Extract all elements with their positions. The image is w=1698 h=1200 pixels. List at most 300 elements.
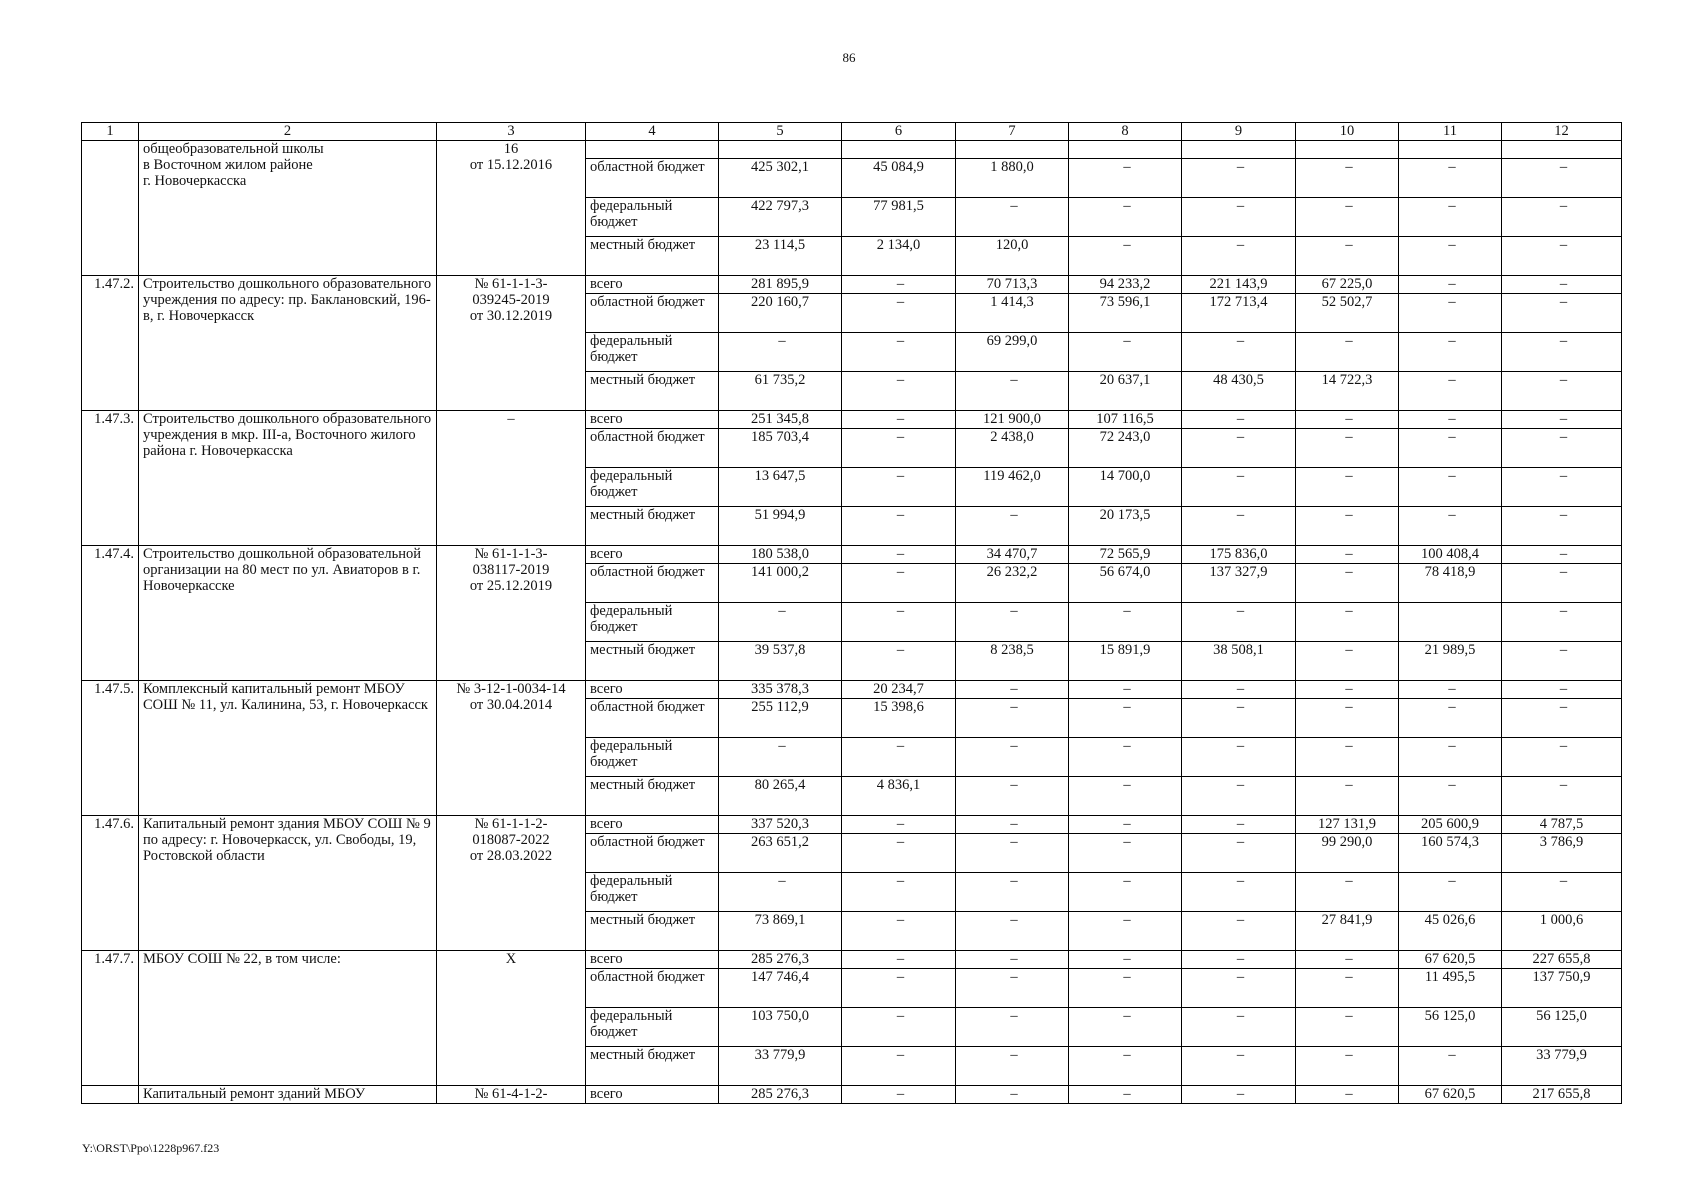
funding-source: всего <box>586 1086 719 1104</box>
item-name: Капитальный ремонт зданий МБОУ <box>139 1086 437 1104</box>
amount-col-6: – <box>842 564 956 603</box>
item-name: Строительство дошкольного образовательного учреждения по адресу: пр. Баклановский, 196-в, г. Новочеркасск <box>139 276 437 411</box>
amount-col-10: – <box>1296 969 1399 1008</box>
item-code: 1.47.7. <box>82 951 139 1086</box>
item-document: № 3-12-1-0034-14 от 30.04.2014 <box>437 681 586 816</box>
amount-col-7: – <box>956 1086 1069 1104</box>
amount-col-12: – <box>1502 777 1622 816</box>
amount-col-11 <box>1399 141 1502 159</box>
amount-col-6: – <box>842 642 956 681</box>
amount-col-9: – <box>1182 159 1296 198</box>
amount-col-11: 160 574,3 <box>1399 834 1502 873</box>
amount-col-7: – <box>956 969 1069 1008</box>
item-document: 16 от 15.12.2016 <box>437 141 586 276</box>
amount-col-7: 120,0 <box>956 237 1069 276</box>
amount-col-7: 8 238,5 <box>956 642 1069 681</box>
amount-col-5: 51 994,9 <box>719 507 842 546</box>
amount-col-11: – <box>1399 681 1502 699</box>
amount-col-12: 33 779,9 <box>1502 1047 1622 1086</box>
amount-col-11: – <box>1399 873 1502 912</box>
amount-col-8: 14 700,0 <box>1069 468 1182 507</box>
amount-col-11: 45 026,6 <box>1399 912 1502 951</box>
amount-col-10: 14 722,3 <box>1296 372 1399 411</box>
column-number-7: 7 <box>956 123 1069 141</box>
amount-col-12: 3 786,9 <box>1502 834 1622 873</box>
amount-col-12: – <box>1502 294 1622 333</box>
amount-col-12: 4 787,5 <box>1502 816 1622 834</box>
amount-col-7: – <box>956 951 1069 969</box>
amount-col-12 <box>1502 141 1622 159</box>
amount-col-10: – <box>1296 603 1399 642</box>
amount-col-9: – <box>1182 951 1296 969</box>
amount-col-10: 67 225,0 <box>1296 276 1399 294</box>
amount-col-10: – <box>1296 951 1399 969</box>
column-number-11: 11 <box>1399 123 1502 141</box>
amount-col-9: 137 327,9 <box>1182 564 1296 603</box>
amount-col-11 <box>1399 603 1502 642</box>
amount-col-5: 285 276,3 <box>719 951 842 969</box>
item-document: № 61-4-1-2- <box>437 1086 586 1104</box>
amount-col-6: – <box>842 816 956 834</box>
amount-col-12: – <box>1502 468 1622 507</box>
amount-col-8: – <box>1069 198 1182 237</box>
amount-col-8: 73 596,1 <box>1069 294 1182 333</box>
amount-col-9: – <box>1182 1086 1296 1104</box>
amount-col-12: – <box>1502 507 1622 546</box>
amount-col-10: – <box>1296 777 1399 816</box>
amount-col-7: – <box>956 372 1069 411</box>
amount-col-10: – <box>1296 198 1399 237</box>
amount-col-11: – <box>1399 198 1502 237</box>
item-document: X <box>437 951 586 1086</box>
amount-col-5: 335 378,3 <box>719 681 842 699</box>
column-number-row <box>82 123 1622 141</box>
amount-col-12: – <box>1502 699 1622 738</box>
amount-col-6: – <box>842 969 956 1008</box>
amount-col-7: 26 232,2 <box>956 564 1069 603</box>
amount-col-9: – <box>1182 912 1296 951</box>
amount-col-7: 70 713,3 <box>956 276 1069 294</box>
amount-col-6: – <box>842 603 956 642</box>
amount-col-11: – <box>1399 777 1502 816</box>
amount-col-8: 20 173,5 <box>1069 507 1182 546</box>
funding-source: федеральный бюджет <box>586 738 719 777</box>
amount-col-8: 107 116,5 <box>1069 411 1182 429</box>
amount-col-5: 422 797,3 <box>719 198 842 237</box>
amount-col-5: 13 647,5 <box>719 468 842 507</box>
amount-col-8: – <box>1069 873 1182 912</box>
amount-col-9: – <box>1182 816 1296 834</box>
amount-col-8: – <box>1069 1008 1182 1047</box>
amount-col-8: 94 233,2 <box>1069 276 1182 294</box>
amount-col-8: 15 891,9 <box>1069 642 1182 681</box>
amount-col-6 <box>842 141 956 159</box>
amount-col-5: 80 265,4 <box>719 777 842 816</box>
amount-col-6: – <box>842 1047 956 1086</box>
funding-source: всего <box>586 411 719 429</box>
amount-col-10: – <box>1296 564 1399 603</box>
amount-col-11: 100 408,4 <box>1399 546 1502 564</box>
funding-source: местный бюджет <box>586 912 719 951</box>
amount-col-10: – <box>1296 1047 1399 1086</box>
amount-col-6: – <box>842 411 956 429</box>
column-number-10: 10 <box>1296 123 1399 141</box>
amount-col-8: – <box>1069 333 1182 372</box>
amount-col-12: – <box>1502 873 1622 912</box>
amount-col-8: – <box>1069 699 1182 738</box>
amount-col-7: – <box>956 507 1069 546</box>
amount-col-12: – <box>1502 198 1622 237</box>
amount-col-5: – <box>719 333 842 372</box>
funding-source: федеральный бюджет <box>586 468 719 507</box>
item-name: МБОУ СОШ № 22, в том числе: <box>139 951 437 1086</box>
amount-col-12: – <box>1502 738 1622 777</box>
table-row <box>82 411 1622 429</box>
amount-col-9: 38 508,1 <box>1182 642 1296 681</box>
amount-col-11: 67 620,5 <box>1399 951 1502 969</box>
funding-source: федеральный бюджет <box>586 873 719 912</box>
item-code: 1.47.5. <box>82 681 139 816</box>
amount-col-5: 61 735,2 <box>719 372 842 411</box>
amount-col-9: – <box>1182 699 1296 738</box>
amount-col-6: – <box>842 912 956 951</box>
amount-col-9: – <box>1182 681 1296 699</box>
table-row <box>82 546 1622 564</box>
amount-col-9: 221 143,9 <box>1182 276 1296 294</box>
amount-col-5: – <box>719 738 842 777</box>
amount-col-12: 1 000,6 <box>1502 912 1622 951</box>
funding-source: местный бюджет <box>586 372 719 411</box>
funding-source: областной бюджет <box>586 429 719 468</box>
amount-col-7: – <box>956 699 1069 738</box>
amount-col-10: – <box>1296 237 1399 276</box>
amount-col-7: 69 299,0 <box>956 333 1069 372</box>
amount-col-5: 23 114,5 <box>719 237 842 276</box>
column-number-1: 1 <box>82 123 139 141</box>
amount-col-5: 425 302,1 <box>719 159 842 198</box>
amount-col-5: 73 869,1 <box>719 912 842 951</box>
amount-col-12: – <box>1502 333 1622 372</box>
amount-col-8: – <box>1069 969 1182 1008</box>
amount-col-10: 127 131,9 <box>1296 816 1399 834</box>
amount-col-9: – <box>1182 738 1296 777</box>
amount-col-8: – <box>1069 1047 1182 1086</box>
amount-col-5: 33 779,9 <box>719 1047 842 1086</box>
column-number-3: 3 <box>437 123 586 141</box>
amount-col-6: – <box>842 738 956 777</box>
table-row <box>82 141 1622 159</box>
amount-col-12: – <box>1502 372 1622 411</box>
budget-table <box>81 122 1622 1104</box>
amount-col-7: – <box>956 198 1069 237</box>
item-code <box>82 1086 139 1104</box>
amount-col-11: 11 495,5 <box>1399 969 1502 1008</box>
amount-col-10: – <box>1296 738 1399 777</box>
amount-col-9: 175 836,0 <box>1182 546 1296 564</box>
amount-col-7: – <box>956 1008 1069 1047</box>
amount-col-11: 21 989,5 <box>1399 642 1502 681</box>
amount-col-10: – <box>1296 1086 1399 1104</box>
amount-col-8: – <box>1069 951 1182 969</box>
amount-col-8: – <box>1069 1086 1182 1104</box>
funding-source: всего <box>586 681 719 699</box>
amount-col-5 <box>719 141 842 159</box>
amount-col-7: 1 880,0 <box>956 159 1069 198</box>
amount-col-12: – <box>1502 237 1622 276</box>
funding-source: местный бюджет <box>586 507 719 546</box>
amount-col-5: 251 345,8 <box>719 411 842 429</box>
amount-col-6: – <box>842 468 956 507</box>
amount-col-10: – <box>1296 681 1399 699</box>
amount-col-9: – <box>1182 834 1296 873</box>
column-number-5: 5 <box>719 123 842 141</box>
table-row <box>82 1086 1622 1104</box>
amount-col-9: – <box>1182 468 1296 507</box>
item-document: № 61-1-1-2- 018087-2022 от 28.03.2022 <box>437 816 586 951</box>
amount-col-6: 20 234,7 <box>842 681 956 699</box>
funding-source: федеральный бюджет <box>586 333 719 372</box>
amount-col-12: – <box>1502 681 1622 699</box>
page-number: 86 <box>842 50 856 65</box>
amount-col-5: 141 000,2 <box>719 564 842 603</box>
amount-col-7: – <box>956 738 1069 777</box>
amount-col-11: – <box>1399 468 1502 507</box>
item-name: общеобразовательной школы в Восточном жилом районе г. Новочеркасска <box>139 141 437 276</box>
amount-col-9: – <box>1182 777 1296 816</box>
amount-col-9: – <box>1182 429 1296 468</box>
amount-col-5: 263 651,2 <box>719 834 842 873</box>
amount-col-12: 137 750,9 <box>1502 969 1622 1008</box>
table-row <box>82 951 1622 969</box>
amount-col-12: – <box>1502 642 1622 681</box>
amount-col-8: – <box>1069 603 1182 642</box>
amount-col-5: 220 160,7 <box>719 294 842 333</box>
amount-col-12: – <box>1502 564 1622 603</box>
amount-col-9: – <box>1182 969 1296 1008</box>
amount-col-10: – <box>1296 1008 1399 1047</box>
amount-col-12: – <box>1502 603 1622 642</box>
amount-col-12: – <box>1502 276 1622 294</box>
column-number-9: 9 <box>1182 123 1296 141</box>
funding-source: местный бюджет <box>586 237 719 276</box>
funding-source: федеральный бюджет <box>586 198 719 237</box>
amount-col-8: – <box>1069 237 1182 276</box>
amount-col-11: – <box>1399 429 1502 468</box>
amount-col-10: – <box>1296 411 1399 429</box>
column-number-4: 4 <box>586 123 719 141</box>
amount-col-5: 147 746,4 <box>719 969 842 1008</box>
amount-col-5: 285 276,3 <box>719 1086 842 1104</box>
amount-col-7: 119 462,0 <box>956 468 1069 507</box>
amount-col-10: – <box>1296 333 1399 372</box>
amount-col-5: 185 703,4 <box>719 429 842 468</box>
funding-source: местный бюджет <box>586 642 719 681</box>
amount-col-9: – <box>1182 198 1296 237</box>
amount-col-6: – <box>842 873 956 912</box>
column-number-12: 12 <box>1502 123 1622 141</box>
amount-col-11: – <box>1399 276 1502 294</box>
amount-col-5: 180 538,0 <box>719 546 842 564</box>
funding-source: областной бюджет <box>586 969 719 1008</box>
funding-source: областной бюджет <box>586 159 719 198</box>
amount-col-11: 205 600,9 <box>1399 816 1502 834</box>
table-row <box>82 816 1622 834</box>
amount-col-9: – <box>1182 1008 1296 1047</box>
funding-source: областной бюджет <box>586 699 719 738</box>
column-number-2: 2 <box>139 123 437 141</box>
amount-col-10: – <box>1296 546 1399 564</box>
amount-col-7: 2 438,0 <box>956 429 1069 468</box>
amount-col-6: – <box>842 1008 956 1047</box>
table-row <box>82 681 1622 699</box>
amount-col-9: 48 430,5 <box>1182 372 1296 411</box>
amount-col-11: – <box>1399 159 1502 198</box>
amount-col-11: – <box>1399 411 1502 429</box>
amount-col-7: 34 470,7 <box>956 546 1069 564</box>
amount-col-6: – <box>842 429 956 468</box>
amount-col-8: 56 674,0 <box>1069 564 1182 603</box>
funding-source: областной бюджет <box>586 294 719 333</box>
funding-source: федеральный бюджет <box>586 1008 719 1047</box>
amount-col-7: – <box>956 1047 1069 1086</box>
amount-col-11: – <box>1399 738 1502 777</box>
item-name: Строительство дошкольной образовательной организации на 80 мест по ул. Авиаторов в г. Новочеркасске <box>139 546 437 681</box>
item-code: 1.47.6. <box>82 816 139 951</box>
amount-col-11: – <box>1399 699 1502 738</box>
amount-col-7: – <box>956 816 1069 834</box>
amount-col-7: – <box>956 681 1069 699</box>
amount-col-6: – <box>842 333 956 372</box>
item-name: Капитальный ремонт здания МБОУ СОШ № 9 по адресу: г. Новочеркасск, ул. Свободы, 19, Ростовской области <box>139 816 437 951</box>
amount-col-7: – <box>956 834 1069 873</box>
amount-col-10 <box>1296 141 1399 159</box>
funding-source <box>586 141 719 159</box>
amount-col-7 <box>956 141 1069 159</box>
amount-col-10: – <box>1296 468 1399 507</box>
amount-col-9: – <box>1182 333 1296 372</box>
funding-source: областной бюджет <box>586 834 719 873</box>
file-path-footer: Y:\ORST\Ppo\1228p967.f23 <box>82 1141 220 1155</box>
amount-col-6: – <box>842 294 956 333</box>
amount-col-9: – <box>1182 1047 1296 1086</box>
amount-col-10: 99 290,0 <box>1296 834 1399 873</box>
amount-col-10: – <box>1296 159 1399 198</box>
funding-source: всего <box>586 546 719 564</box>
table-row <box>82 276 1622 294</box>
amount-col-8: – <box>1069 681 1182 699</box>
table-body <box>82 141 1622 1104</box>
column-number-6: 6 <box>842 123 956 141</box>
funding-source: всего <box>586 951 719 969</box>
amount-col-8: 20 637,1 <box>1069 372 1182 411</box>
amount-col-6: – <box>842 372 956 411</box>
amount-col-8: – <box>1069 816 1182 834</box>
amount-col-8 <box>1069 141 1182 159</box>
amount-col-8: – <box>1069 912 1182 951</box>
amount-col-12: 227 655,8 <box>1502 951 1622 969</box>
amount-col-7: – <box>956 777 1069 816</box>
amount-col-8: 72 243,0 <box>1069 429 1182 468</box>
amount-col-5: 337 520,3 <box>719 816 842 834</box>
amount-col-6: 45 084,9 <box>842 159 956 198</box>
funding-source: всего <box>586 816 719 834</box>
amount-col-6: 2 134,0 <box>842 237 956 276</box>
amount-col-10: – <box>1296 507 1399 546</box>
amount-col-5: 281 895,9 <box>719 276 842 294</box>
amount-col-11: – <box>1399 294 1502 333</box>
amount-col-12: – <box>1502 429 1622 468</box>
amount-col-10: – <box>1296 699 1399 738</box>
amount-col-11: 56 125,0 <box>1399 1008 1502 1047</box>
amount-col-5: – <box>719 603 842 642</box>
amount-col-6: – <box>842 834 956 873</box>
amount-col-11: 78 418,9 <box>1399 564 1502 603</box>
amount-col-6: 15 398,6 <box>842 699 956 738</box>
amount-col-11: – <box>1399 372 1502 411</box>
item-code: 1.47.2. <box>82 276 139 411</box>
amount-col-7: 1 414,3 <box>956 294 1069 333</box>
amount-col-5: – <box>719 873 842 912</box>
amount-col-6: – <box>842 507 956 546</box>
item-document: № 61-1-1-3- 039245-2019 от 30.12.2019 <box>437 276 586 411</box>
funding-source: областной бюджет <box>586 564 719 603</box>
item-name: Комплексный капитальный ремонт МБОУ СОШ № 11, ул. Калинина, 53, г. Новочеркасск <box>139 681 437 816</box>
amount-col-12: 217 655,8 <box>1502 1086 1622 1104</box>
amount-col-6: – <box>842 951 956 969</box>
item-code: 1.47.4. <box>82 546 139 681</box>
amount-col-11: – <box>1399 237 1502 276</box>
amount-col-8: – <box>1069 777 1182 816</box>
amount-col-11: – <box>1399 333 1502 372</box>
amount-col-9: – <box>1182 873 1296 912</box>
amount-col-7: – <box>956 912 1069 951</box>
amount-col-10: – <box>1296 429 1399 468</box>
amount-col-8: – <box>1069 834 1182 873</box>
funding-source: местный бюджет <box>586 1047 719 1086</box>
column-number-8: 8 <box>1069 123 1182 141</box>
amount-col-9: – <box>1182 237 1296 276</box>
amount-col-5: 103 750,0 <box>719 1008 842 1047</box>
funding-source: федеральный бюджет <box>586 603 719 642</box>
amount-col-8: 72 565,9 <box>1069 546 1182 564</box>
amount-col-12: – <box>1502 411 1622 429</box>
amount-col-6: – <box>842 546 956 564</box>
funding-source: всего <box>586 276 719 294</box>
item-name: Строительство дошкольного образовательного учреждения в мкр. III-а, Восточного жилого района г. Новочеркасска <box>139 411 437 546</box>
amount-col-8: – <box>1069 159 1182 198</box>
amount-col-9 <box>1182 141 1296 159</box>
amount-col-12: – <box>1502 159 1622 198</box>
item-document: № 61-1-1-3- 038117-2019 от 25.12.2019 <box>437 546 586 681</box>
amount-col-7: – <box>956 603 1069 642</box>
amount-col-6: 4 836,1 <box>842 777 956 816</box>
amount-col-6: – <box>842 276 956 294</box>
amount-col-9: – <box>1182 603 1296 642</box>
amount-col-6: 77 981,5 <box>842 198 956 237</box>
item-code <box>82 141 139 276</box>
amount-col-10: 27 841,9 <box>1296 912 1399 951</box>
amount-col-12: – <box>1502 546 1622 564</box>
amount-col-6: – <box>842 1086 956 1104</box>
amount-col-10: – <box>1296 642 1399 681</box>
amount-col-7: 121 900,0 <box>956 411 1069 429</box>
amount-col-11: 67 620,5 <box>1399 1086 1502 1104</box>
amount-col-11: – <box>1399 1047 1502 1086</box>
amount-col-11: – <box>1399 507 1502 546</box>
amount-col-12: 56 125,0 <box>1502 1008 1622 1047</box>
amount-col-10: – <box>1296 873 1399 912</box>
amount-col-9: 172 713,4 <box>1182 294 1296 333</box>
